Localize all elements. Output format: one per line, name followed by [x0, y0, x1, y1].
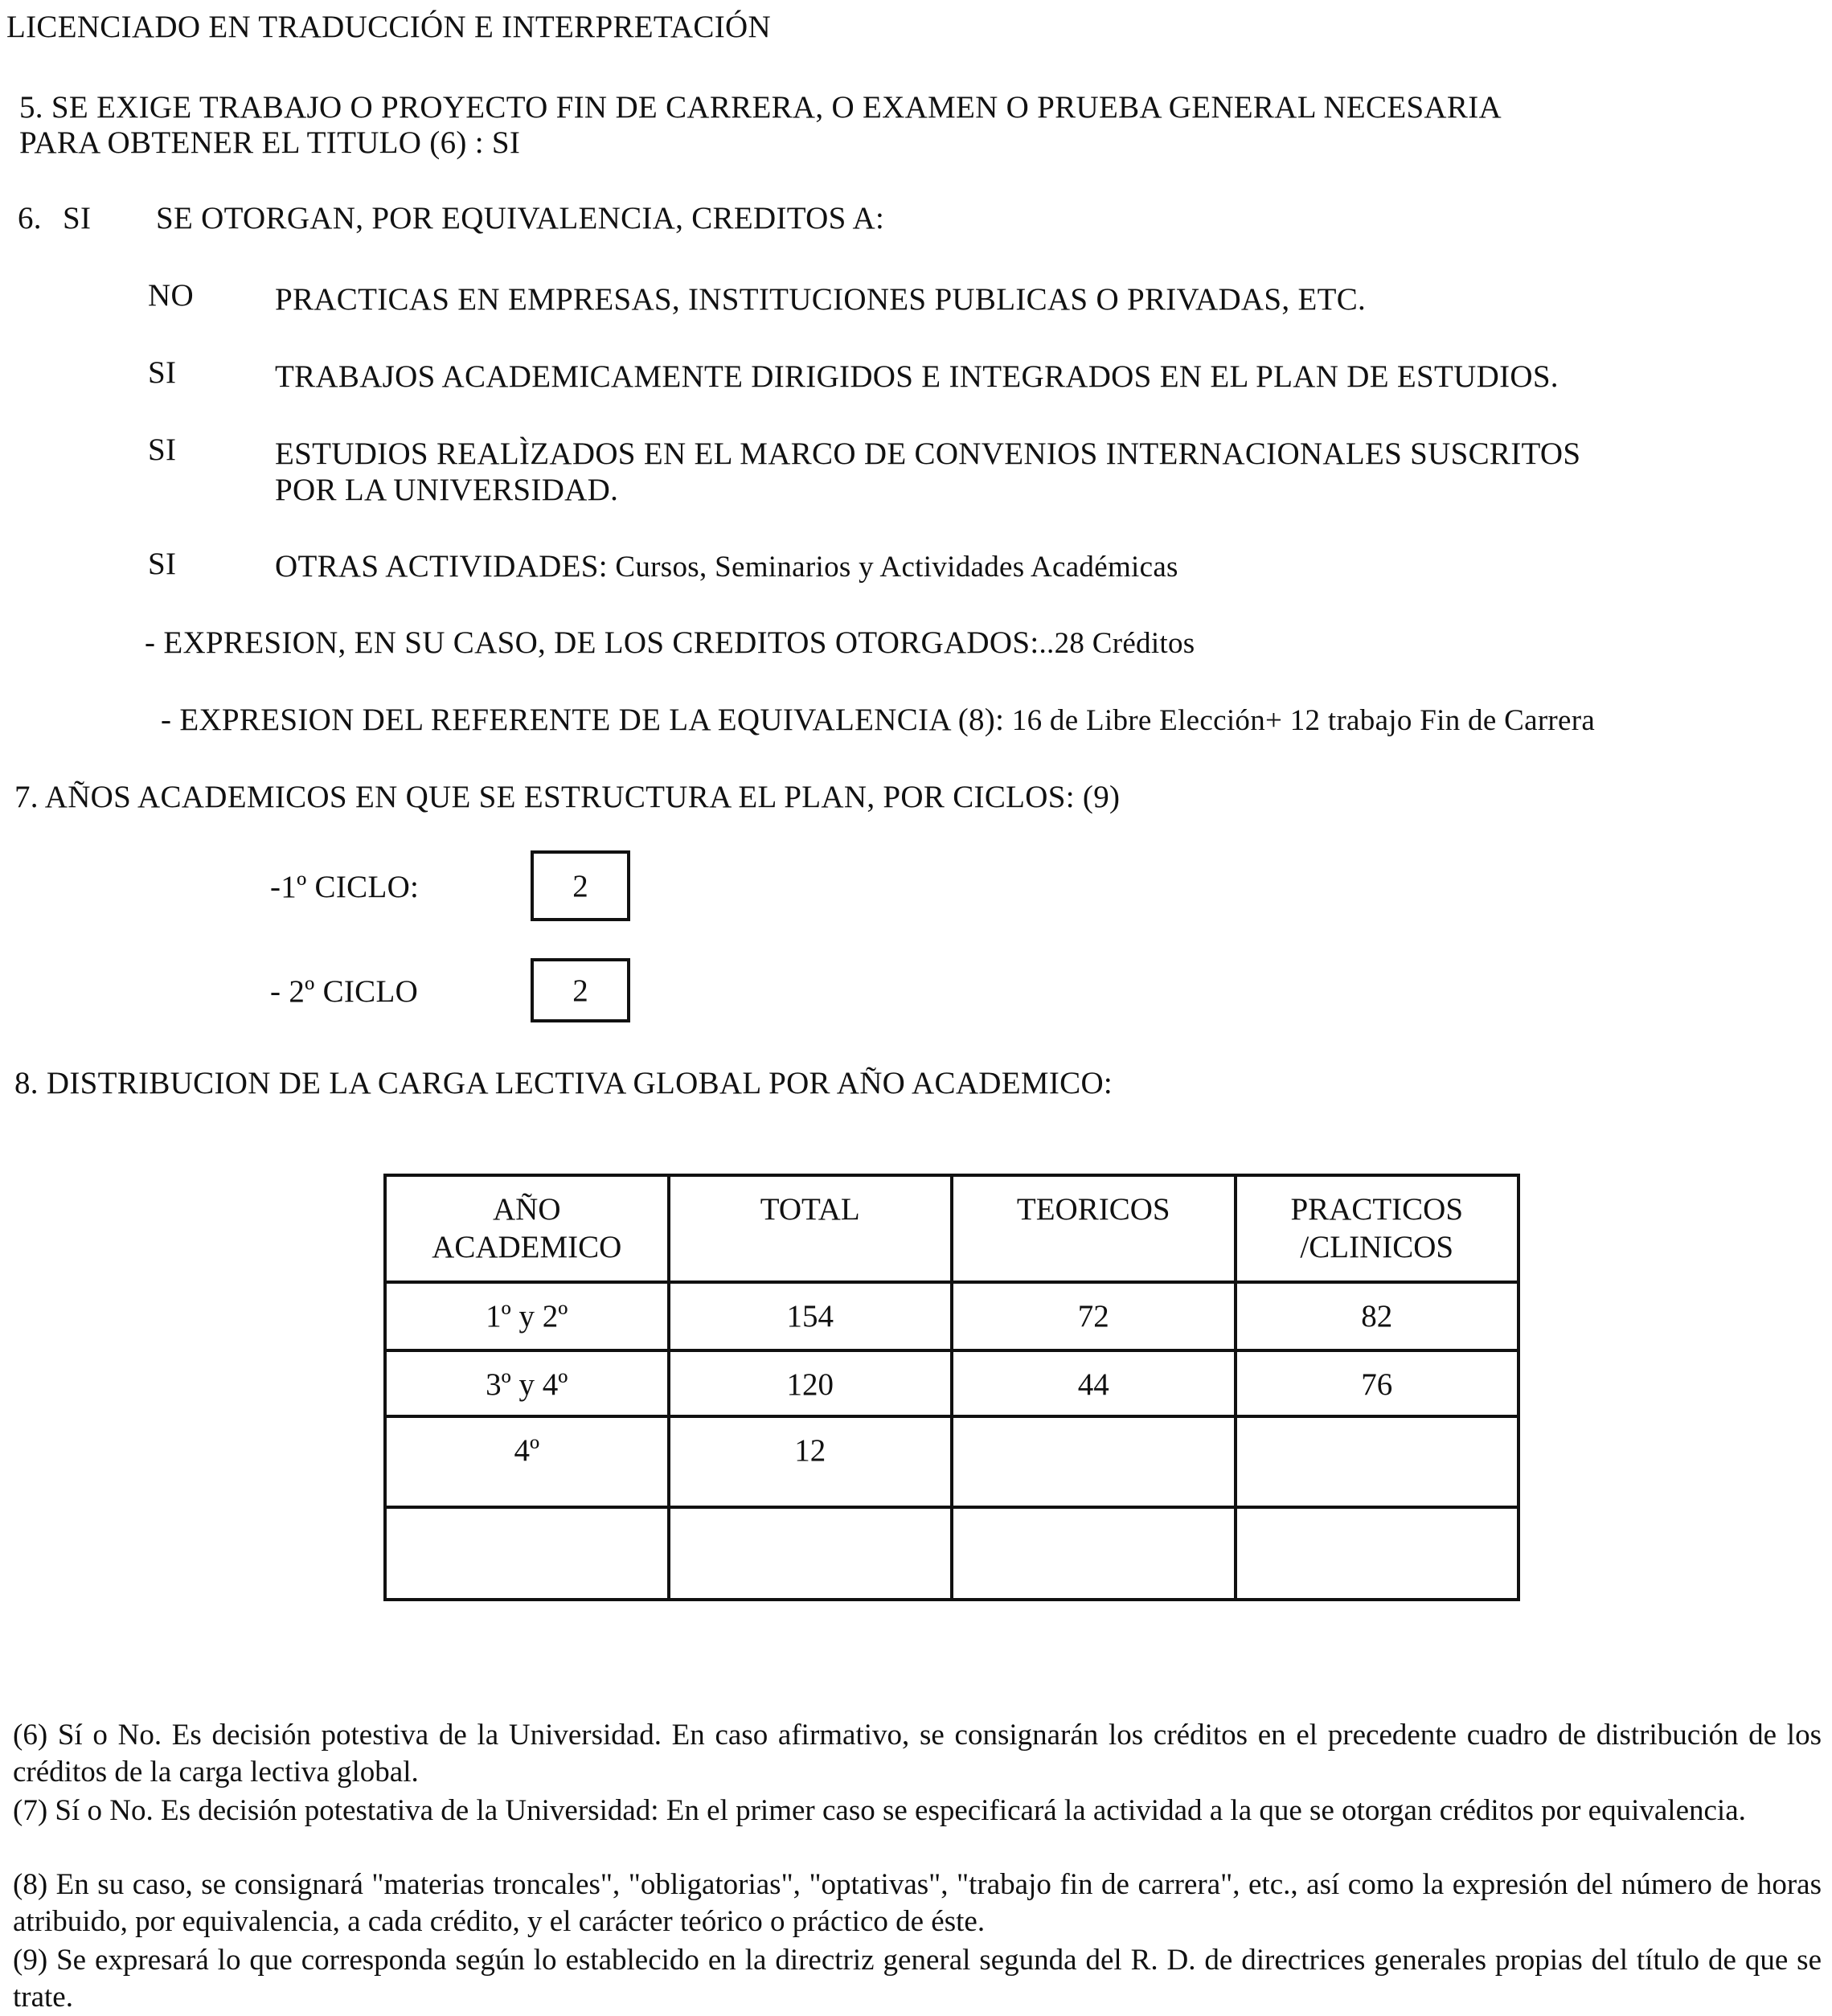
table-cell [669, 1507, 953, 1600]
cycle2-label: - 2º CICLO [270, 974, 419, 1009]
cycle1-label: -1º CICLO: [270, 870, 420, 904]
option-label-continued: POR LA UNIVERSIDAD. [275, 473, 619, 507]
option-label: TRABAJOS ACADEMICAMENTE DIRIGIDOS E INTEGRADOS EN EL PLAN DE ESTUDIOS. [275, 359, 1559, 394]
equivalence-reference-value: 16 de Libre Elección+ 12 trabajo Fin de Carrera [1004, 704, 1596, 737]
footnote-8: (8) En su caso, se consignará "materias troncales", "obligatorias", "optativas", "trabajo fin de carrera", etc., así como la expresión del número de horas atribuido, por equivalencia, a cada crédito, y el carácter teórico o práctico de éste. [13, 1868, 1822, 1938]
cycle1-value: 2 [572, 868, 588, 904]
column-header-total: TOTAL [669, 1175, 953, 1282]
column-header-practical: PRACTICOS /CLINICOS [1236, 1175, 1519, 1282]
table-cell [1236, 1416, 1519, 1507]
equivalence-reference-caps: - EXPRESION DEL REFERENTE DE LA EQUIVALENCIA (8): [161, 703, 1005, 737]
option-answer: NO [148, 278, 194, 313]
table-row [385, 1350, 1518, 1417]
table-cell [952, 1416, 1236, 1507]
table-cell: 1º y 2º [385, 1282, 669, 1350]
item5-line1: 5. SE EXIGE TRABAJO O PROYECTO FIN DE CARRERA, O EXAMEN O PRUEBA GENERAL NECESARIA [19, 90, 1502, 125]
table-cell: 120 [669, 1350, 953, 1417]
table-cell: 44 [952, 1350, 1236, 1417]
option-label-rest: Cursos, Seminarios y Actividades Académicas [607, 551, 1178, 584]
table-header-row [385, 1175, 1518, 1282]
cycle1-value-box [531, 850, 630, 921]
cycle2-value-box [531, 958, 630, 1022]
table-cell [385, 1507, 669, 1600]
table-cell: 154 [669, 1282, 953, 1350]
item6-number: 6. [18, 201, 42, 236]
table-cell: 12 [669, 1416, 953, 1507]
footnote-9: (9) Se expresará lo que corresponda según lo establecido en la directriz general segunda del R. D. de directrices generales propias del título de que se trate. [13, 1944, 1822, 2014]
credits-expression-value: ..28 Créditos [1039, 627, 1195, 660]
credit-distribution-table [383, 1174, 1520, 1601]
table-cell: 3º y 4º [385, 1350, 669, 1417]
option-label: PRACTICAS EN EMPRESAS, INSTITUCIONES PUBLICAS O PRIVADAS, ETC. [275, 282, 1367, 317]
item8-title: 8. DISTRIBUCION DE LA CARGA LECTIVA GLOBAL POR AÑO ACADEMICO: [14, 1066, 1113, 1100]
column-header-year: AÑO ACADEMICO [385, 1175, 669, 1282]
table-cell: 4º [385, 1416, 669, 1507]
column-header-theoretical: TEORICOS [952, 1175, 1236, 1282]
option-label-caps: OTRAS ACTIVIDADES: [275, 549, 608, 584]
table-cell [1236, 1507, 1519, 1600]
option-answer: SI [148, 355, 177, 390]
table-cell: 76 [1236, 1350, 1519, 1417]
table-row [385, 1416, 1518, 1507]
option-label [275, 551, 1178, 582]
item7-title: 7. AÑOS ACADEMICOS EN QUE SE ESTRUCTURA EL PLAN, POR CICLOS: (9) [14, 780, 1121, 814]
option-answer: SI [148, 547, 177, 581]
equivalence-reference [161, 704, 1595, 736]
option-answer: SI [148, 432, 177, 467]
table-cell: 82 [1236, 1282, 1519, 1350]
table-cell [952, 1507, 1236, 1600]
table-cell: 72 [952, 1282, 1236, 1350]
item6-text: SE OTORGAN, POR EQUIVALENCIA, CREDITOS A: [156, 201, 885, 236]
cycle2-value: 2 [572, 973, 588, 1008]
item5-line2: PARA OBTENER EL TITULO (6) : SI [19, 125, 521, 160]
item6-value: SI [63, 201, 92, 236]
document-heading: LICENCIADO EN TRADUCCIÓN E INTERPRETACIÓN [6, 10, 771, 44]
table-row [385, 1507, 1518, 1600]
footnote-7: (7) Sí o No. Es decisión potestativa de la Universidad: En el primer caso se especificará la actividad a la que se otorgan créditos por equivalencia. [13, 1794, 1746, 1827]
option-label: ESTUDIOS REALÌZADOS EN EL MARCO DE CONVENIOS INTERNACIONALES SUSCRITOS [275, 436, 1581, 471]
credits-expression [145, 627, 1195, 658]
footnote-6: (6) Sí o No. Es decisión potestiva de la Universidad. En caso afirmativo, se consignarán los créditos en el precedente cuadro de distribución de los créditos de la carga lectiva global. [13, 1719, 1822, 1789]
credits-expression-caps: - EXPRESION, EN SU CASO, DE LOS CREDITOS OTORGADOS: [145, 625, 1039, 660]
table-row [385, 1282, 1518, 1350]
